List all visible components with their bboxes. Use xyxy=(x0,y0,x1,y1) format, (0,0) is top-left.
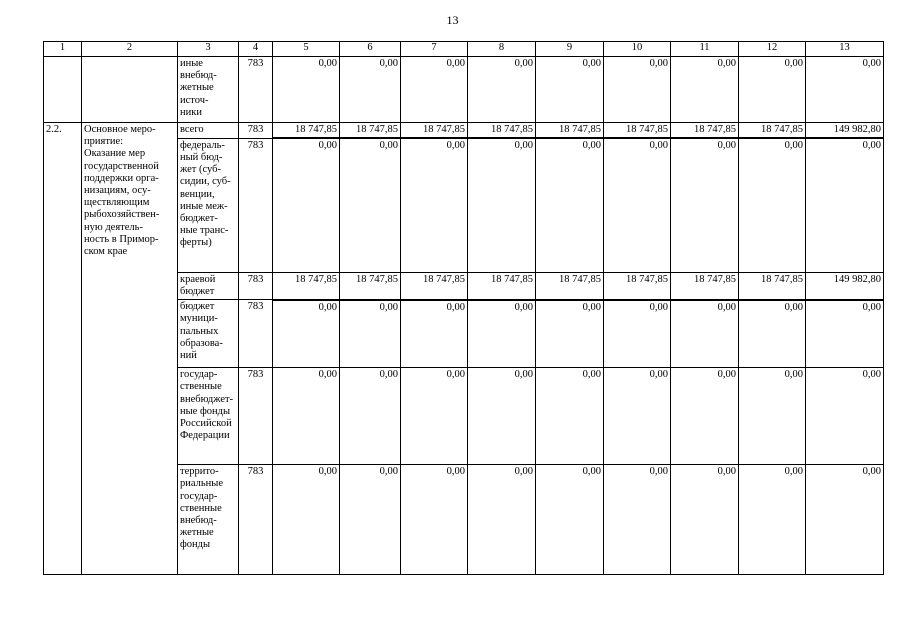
table-row xyxy=(44,123,884,139)
text-line: Основное меро- xyxy=(84,124,156,135)
budget-code-cell: 783 xyxy=(239,465,273,575)
amount-cell: 0,00 xyxy=(340,368,401,465)
budget-code-cell: 783 xyxy=(239,123,273,139)
amount-cell: 18 747,85 xyxy=(340,272,401,299)
budget-table xyxy=(43,41,884,575)
text-line: рыбохозяйствен- xyxy=(84,209,160,221)
text-line: жет (суб- xyxy=(180,164,221,176)
text-line: бюджет xyxy=(180,285,215,297)
text-line: ную деятель- xyxy=(84,221,143,233)
column-number: 10 xyxy=(604,42,671,57)
funding-source-cell xyxy=(178,300,239,368)
amount-cell: 0,00 xyxy=(468,57,536,123)
text-line: Оказание мер xyxy=(84,148,146,160)
text-line: краевой xyxy=(180,273,216,285)
amount-cell: 0,00 xyxy=(468,465,536,575)
funding-source-cell xyxy=(178,368,239,465)
measure-number-cell: 2.2. xyxy=(44,123,82,575)
amount-cell: 18 747,85 xyxy=(536,123,604,139)
funding-source-cell xyxy=(178,138,239,272)
text-line: ферты) xyxy=(180,237,212,249)
amount-cell: 0,00 xyxy=(536,138,604,272)
text-line: государ- xyxy=(180,369,218,381)
text-line: бюджет- xyxy=(180,212,218,224)
amount-cell: 0,00 xyxy=(806,300,884,368)
text-line: ственные xyxy=(180,381,222,393)
budget-code-cell: 783 xyxy=(239,300,273,368)
amount-cell: 0,00 xyxy=(604,57,671,123)
funding-source-cell xyxy=(178,123,239,139)
text-line: муници- xyxy=(180,313,218,325)
text-line: террито- xyxy=(180,466,219,478)
measure-description-cell xyxy=(82,123,178,575)
text-line: жетные xyxy=(180,527,214,539)
amount-cell: 18 747,85 xyxy=(401,123,468,139)
text-line: ском крае xyxy=(84,246,128,258)
amount-cell: 0,00 xyxy=(739,368,806,465)
budget-code-cell: 783 xyxy=(239,272,273,299)
text-line: венции, xyxy=(180,188,215,200)
column-number: 5 xyxy=(273,42,340,57)
amount-cell: 18 747,85 xyxy=(340,123,401,139)
amount-cell: 0,00 xyxy=(401,368,468,465)
budget-code-cell: 783 xyxy=(239,368,273,465)
amount-cell: 0,00 xyxy=(806,57,884,123)
text-line: ственные xyxy=(180,502,222,514)
column-number: 2 xyxy=(82,42,178,57)
amount-cell: 0,00 xyxy=(401,138,468,272)
text-line: государ- xyxy=(180,490,218,502)
column-number: 6 xyxy=(340,42,401,57)
amount-cell: 18 747,85 xyxy=(604,123,671,139)
amount-cell: 0,00 xyxy=(739,300,806,368)
text-line: жетные xyxy=(180,82,214,94)
amount-cell: 0,00 xyxy=(340,138,401,272)
amount-cell: 0,00 xyxy=(468,368,536,465)
amount-cell: 0,00 xyxy=(468,300,536,368)
amount-cell: 0,00 xyxy=(340,57,401,123)
text-line: ные фонды xyxy=(180,405,231,417)
text-line: поддержки орга- xyxy=(84,172,159,184)
text-line: государственной xyxy=(84,160,159,172)
funding-source-cell xyxy=(178,272,239,299)
amount-cell: 18 747,85 xyxy=(739,123,806,139)
amount-cell: 0,00 xyxy=(401,57,468,123)
column-number: 7 xyxy=(401,42,468,57)
text-line: Федерации xyxy=(180,430,230,442)
amount-cell: 149 982,80 xyxy=(806,272,884,299)
text-line: риальные xyxy=(180,478,223,490)
text-line: ность в Примор- xyxy=(84,233,159,245)
text-line: пальных xyxy=(180,325,219,337)
amount-cell: 18 747,85 xyxy=(671,123,739,139)
table-row xyxy=(44,57,884,123)
column-number: 9 xyxy=(536,42,604,57)
text-line: низациям, осу- xyxy=(84,185,151,197)
amount-cell: 0,00 xyxy=(671,138,739,272)
amount-cell: 0,00 xyxy=(671,300,739,368)
text-line: всего xyxy=(180,124,204,135)
text-line: ний xyxy=(180,349,197,361)
amount-cell: 0,00 xyxy=(536,300,604,368)
amount-cell: 0,00 xyxy=(604,300,671,368)
amount-cell: 0,00 xyxy=(604,465,671,575)
text-line: Российской xyxy=(180,417,232,429)
column-number-row xyxy=(44,42,884,57)
amount-cell: 149 982,80 xyxy=(806,123,884,139)
funding-source-cell xyxy=(178,57,239,123)
amount-cell: 0,00 xyxy=(604,138,671,272)
amount-cell: 0,00 xyxy=(739,465,806,575)
budget-code-cell: 783 xyxy=(239,138,273,272)
amount-cell: 18 747,85 xyxy=(273,123,340,139)
text-line: бюджет xyxy=(180,301,215,313)
amount-cell: 0,00 xyxy=(739,138,806,272)
text-line: иные меж- xyxy=(180,200,228,212)
amount-cell: 0,00 xyxy=(671,368,739,465)
text-line: ники xyxy=(180,106,202,118)
column-number: 12 xyxy=(739,42,806,57)
amount-cell: 18 747,85 xyxy=(468,272,536,299)
empty-number-cell xyxy=(44,57,82,123)
text-line: ные транс- xyxy=(180,225,229,237)
amount-cell: 0,00 xyxy=(340,465,401,575)
amount-cell: 0,00 xyxy=(468,138,536,272)
amount-cell: 0,00 xyxy=(340,300,401,368)
amount-cell: 0,00 xyxy=(806,465,884,575)
text-line: источ- xyxy=(180,94,209,106)
funding-source-cell xyxy=(178,465,239,575)
amount-cell: 0,00 xyxy=(401,300,468,368)
text-line: внебюджет- xyxy=(180,393,234,405)
amount-cell: 18 747,85 xyxy=(671,272,739,299)
amount-cell: 0,00 xyxy=(604,368,671,465)
page-number: 13 xyxy=(446,13,459,27)
amount-cell: 0,00 xyxy=(536,368,604,465)
empty-description-cell xyxy=(82,57,178,123)
text-line: фонды xyxy=(180,539,211,551)
column-number: 11 xyxy=(671,42,739,57)
amount-cell: 0,00 xyxy=(671,465,739,575)
text-line: иные xyxy=(180,58,203,69)
amount-cell: 0,00 xyxy=(806,368,884,465)
amount-cell: 18 747,85 xyxy=(401,272,468,299)
text-line: приятие: xyxy=(84,136,124,148)
amount-cell: 0,00 xyxy=(806,138,884,272)
text-line: ществляющим xyxy=(84,197,150,209)
amount-cell: 0,00 xyxy=(273,465,340,575)
amount-cell: 18 747,85 xyxy=(468,123,536,139)
amount-cell: 0,00 xyxy=(671,57,739,123)
amount-cell: 0,00 xyxy=(536,465,604,575)
amount-cell: 18 747,85 xyxy=(536,272,604,299)
amount-cell: 0,00 xyxy=(273,138,340,272)
amount-cell: 18 747,85 xyxy=(739,272,806,299)
column-number: 4 xyxy=(239,42,273,57)
amount-cell: 0,00 xyxy=(739,57,806,123)
text-line: ный бюд- xyxy=(180,151,223,163)
amount-cell: 0,00 xyxy=(273,57,340,123)
amount-cell: 0,00 xyxy=(401,465,468,575)
text-line: внебюд- xyxy=(180,514,217,526)
text-line: федераль- xyxy=(180,139,225,151)
amount-cell: 18 747,85 xyxy=(604,272,671,299)
amount-cell: 0,00 xyxy=(536,57,604,123)
column-number: 3 xyxy=(178,42,239,57)
amount-cell: 0,00 xyxy=(273,368,340,465)
amount-cell: 0,00 xyxy=(273,300,340,368)
text-line: сидии, суб- xyxy=(180,176,231,188)
amount-cell: 18 747,85 xyxy=(273,272,340,299)
column-number: 1 xyxy=(44,42,82,57)
budget-code-cell: 783 xyxy=(239,57,273,123)
column-number: 13 xyxy=(806,42,884,57)
column-number: 8 xyxy=(468,42,536,57)
text-line: внебюд- xyxy=(180,70,217,82)
text-line: образова- xyxy=(180,337,223,349)
